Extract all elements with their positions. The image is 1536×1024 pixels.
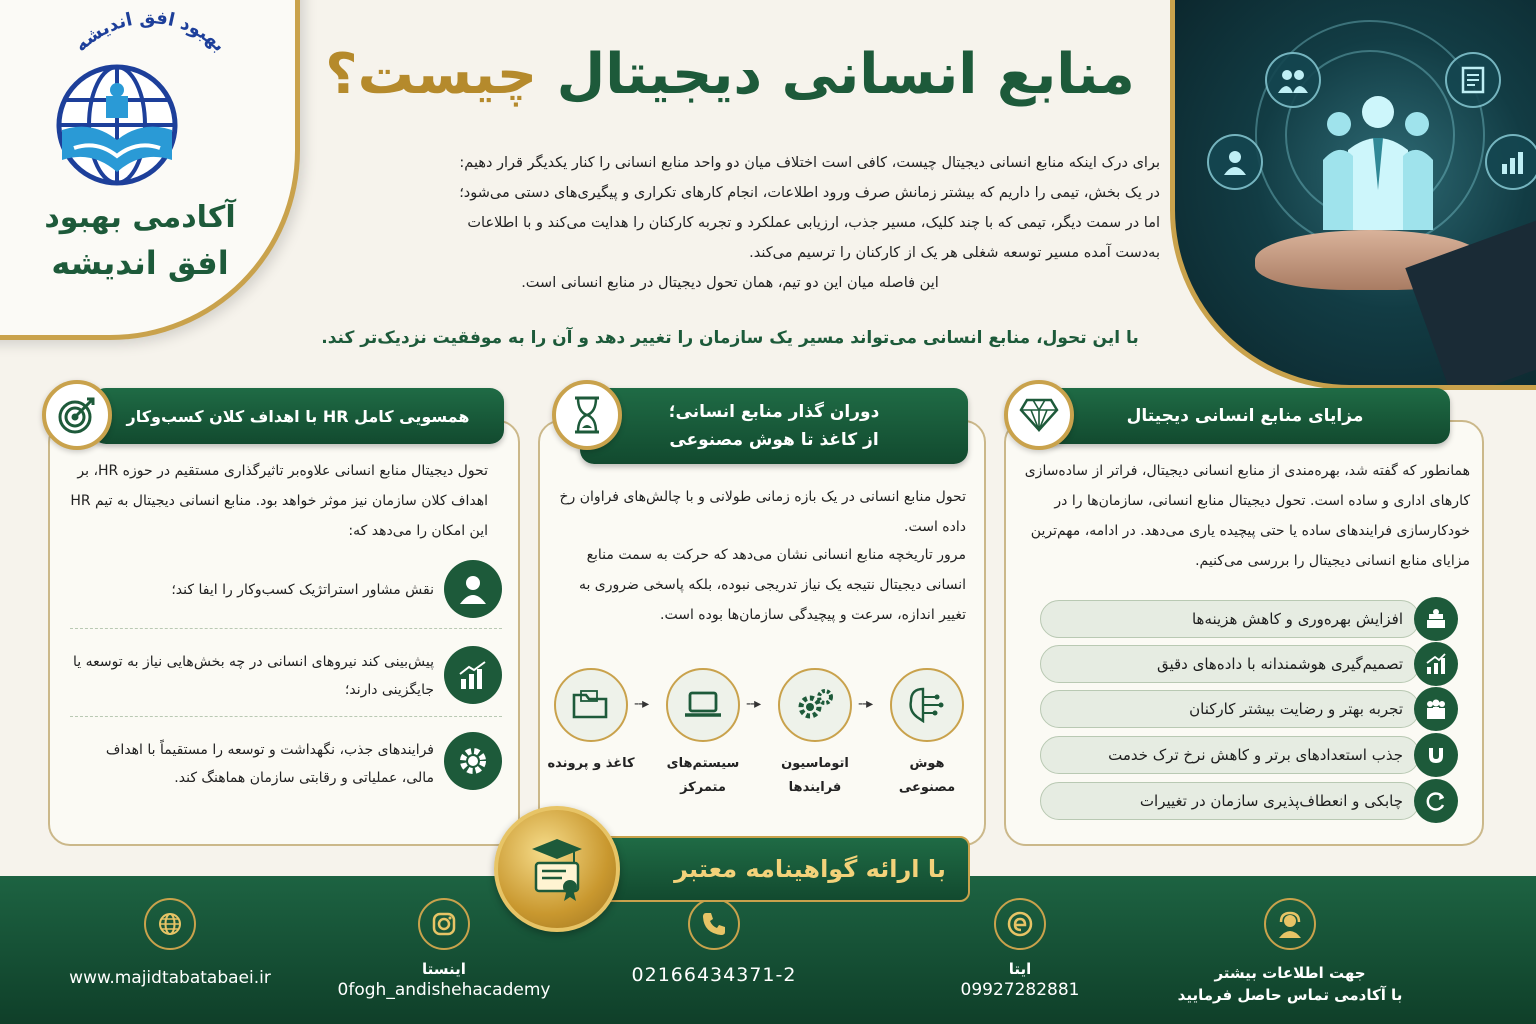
team-hologram-icon: [1323, 90, 1433, 230]
eitaa-icon: [994, 898, 1046, 950]
team-icon: [1265, 52, 1321, 108]
people-icon: [1414, 687, 1458, 731]
folder-icon: [554, 668, 628, 742]
footer-contact-l2: با آکادمی تماس حاصل فرمایید: [1177, 986, 1403, 1004]
divider: [70, 628, 502, 629]
ai-brain-icon: [890, 668, 964, 742]
timeline-label-l2: فرایندها: [788, 780, 842, 795]
intro-block: [300, 148, 1160, 298]
card-benefits-text: همانطور که گفته شد، بهره‌مندی از منابع انسانی دیجیتال، فراتر از ساده‌سازی کارهای اداری و ساده است. تحول دیجیتال منابع انسانی، سازمان‌ها را در خودکارسازی فرایندهای ساده یا حتی پیچیده یاری می‌دهد. در ادامه، مهم‌ترین مزایای منابع انسانی دیجیتال را بررسی می‌کنیم.: [1024, 463, 1470, 569]
benefit-label: افزایش بهره‌وری و کاهش هزینه‌ها: [1191, 610, 1403, 628]
timeline-label-l1: هوش: [909, 756, 945, 771]
alignment-item-text: فرایندهای جذب، نگهداشت و توسعه را مستقیماً با اهداف مالی، عملیاتی و رقابتی سازمان هماهنگ کند.: [105, 742, 434, 786]
benefit-item: [1040, 736, 1420, 774]
person-icon: [1207, 134, 1263, 190]
timeline-label: [644, 752, 762, 800]
card-benefits-header: [1040, 388, 1450, 444]
footer-website[interactable]: [40, 898, 300, 988]
certificate-label: با ارائه گواهینامه معتبر: [674, 855, 946, 883]
chart-icon: [1414, 642, 1458, 686]
money-icon: [1414, 597, 1458, 641]
certificate-icon: [494, 806, 620, 932]
laptop-icon: [666, 668, 740, 742]
user-icon: [444, 560, 502, 618]
diamond-icon: [1004, 380, 1074, 450]
card-transition-header: [580, 388, 968, 464]
logo-name-line1: آکادمی بهبود: [44, 200, 236, 235]
timeline-label: [756, 752, 874, 800]
footer-website-value[interactable]: www.majidtabatabaei.ir: [69, 968, 271, 988]
benefit-item: [1040, 645, 1420, 683]
intro-bold: با این تحول، منابع انسانی می‌تواند مسیر یک سازمان را تغییر دهد و آن را به موفقیت نزدیک‌تر کند.: [321, 328, 1139, 348]
card-benefits-title: مزایای منابع انسانی دیجیتال: [1126, 406, 1364, 426]
divider: [70, 716, 502, 717]
card-transition-title-l2: از کاغذ تا هوش مصنوعی: [669, 430, 879, 450]
timeline-label-l1: اتوماسیون: [781, 756, 849, 771]
benefit-label: چابکی و انعطاف‌پذیری سازمان در تغییرات: [1139, 792, 1403, 810]
title-main: منابع انسانی دیجیتال: [556, 42, 1135, 107]
benefit-label: جذب استعدادهای برتر و کاهش نرخ ترک خدمت: [1108, 746, 1403, 764]
document-icon: [1445, 52, 1501, 108]
card-alignment-intro: تحول دیجیتال منابع انسانی علاوه‌بر تاثیرگذاری مستقیم در حوزه HR، بر اهداف کلان سازمان نیز موثر خواهد بود. منابع انسانی دیجیتال به تیم HR این امکان را می‌دهد که:: [70, 463, 488, 539]
globe-icon: [144, 898, 196, 950]
refresh-icon: [1414, 779, 1458, 823]
card-transition-p1: تحول منابع انسانی در یک بازه زمانی طولانی و با چالش‌های فراوان رخ داده است.: [559, 489, 966, 535]
benefit-item: [1040, 690, 1420, 728]
benefit-item: [1040, 782, 1420, 820]
intro-p1: برای درک اینکه منابع انسانی دیجیتال چیست، کافی است اختلاف میان دو واحد منابع انسانی را کنار یکدیگر قرار دهیم:: [459, 155, 1160, 171]
target-icon: [42, 380, 112, 450]
hourglass-icon: [552, 380, 622, 450]
svg-text:بهبود افق اندیشه: بهبود افق اندیشه: [70, 10, 230, 57]
footer-contact: [1160, 898, 1420, 1004]
benefit-item: [1040, 600, 1420, 638]
benefit-label: تصمیم‌گیری هوشمندانه با داده‌های دقیق: [1156, 655, 1403, 673]
intro-p5: این فاصله میان این دو تیم، همان تحول دیجیتال در منابع انسانی است.: [521, 275, 939, 291]
title-accent: چیست؟: [325, 42, 538, 107]
alignment-item-text: نقش مشاور استراتژیک کسب‌وکار را ایفا کند؛: [171, 582, 434, 598]
footer-eitaa-label: ایتا: [1008, 960, 1032, 978]
arrow-icon: --▸: [746, 696, 761, 712]
timeline-label-l2: متمرکز: [680, 780, 726, 795]
benefit-label: تجربه بهتر و رضایت بیشتر کارکنان: [1189, 700, 1403, 718]
logo-globe-icon: [52, 60, 182, 190]
footer-phone-value[interactable]: 02166434371-2: [631, 964, 797, 986]
footer-contact-l1: جهت اطلاعات بیشتر: [1214, 964, 1366, 982]
bar-chart-icon: [1485, 134, 1536, 190]
gear-icon: [444, 732, 502, 790]
instagram-icon: [418, 898, 470, 950]
card-alignment-header: [92, 388, 504, 444]
magnet-icon: [1414, 733, 1458, 777]
hero-image: [1170, 0, 1536, 390]
growth-chart-icon: [444, 646, 502, 704]
timeline-label-l1: کاغذ و پرونده: [547, 756, 635, 771]
alignment-item-text: پیش‌بینی کند نیروهای انسانی در چه بخش‌هایی نیاز به توسعه یا جایگزینی دارند؛: [72, 654, 434, 698]
arrow-icon: --▸: [858, 696, 873, 712]
timeline-label-l2: مصنوعی: [898, 780, 956, 795]
card-transition-p2: مرور تاریخچه منابع انسانی نشان می‌دهد که حرکت به سمت منابع انسانی دیجیتال نتیجه یک نیاز تدریجی نبوده، بلکه پاسخی ضروری به تغییر اندازه، سرعت و پیچیدگی سازمان‌ها بوده است.: [578, 547, 966, 623]
timeline-label: [532, 752, 650, 776]
card-transition-title-l1: دوران گذار منابع انسانی؛: [668, 402, 880, 422]
intro-p2: در یک بخش، تیمی را داریم که بیشتر زمانش صرف ورود اطلاعات، انجام کارهای تکراری و پیگیری‌های دستی می‌شود؛: [459, 185, 1160, 201]
support-icon: [1264, 898, 1316, 950]
phone-icon: [688, 898, 740, 950]
arrow-icon: --▸: [634, 696, 649, 712]
footer-eitaa[interactable]: [890, 898, 1150, 1000]
logo-name-line2: افق اندیشه: [51, 244, 229, 282]
intro-p3: اما در سمت دیگر، تیمی که با چند کلیک، مسیر جذب، ارزیابی عملکرد و تجربه کارکنان را هدایت می‌کند و با اطلاعات: [467, 215, 1160, 231]
timeline-label: [868, 752, 986, 800]
footer-instagram-label: اینستا: [422, 960, 466, 978]
page-title: [300, 42, 1160, 107]
footer-phone[interactable]: [584, 898, 844, 986]
footer-instagram-value[interactable]: 0fogh_andishehacademy: [337, 980, 551, 1000]
gears-icon: [778, 668, 852, 742]
intro-p4: به‌دست آمده مسیر توسعه شغلی هر یک از کارکنان را ترسیم می‌کند.: [749, 245, 1160, 261]
card-alignment-title: همسویی کامل HR با اهداف کلان کسب‌وکار: [126, 406, 470, 426]
footer-eitaa-value[interactable]: 09927282881: [960, 980, 1080, 1000]
certificate-banner: [590, 836, 970, 902]
timeline-label-l1: سیستم‌های: [666, 756, 740, 771]
